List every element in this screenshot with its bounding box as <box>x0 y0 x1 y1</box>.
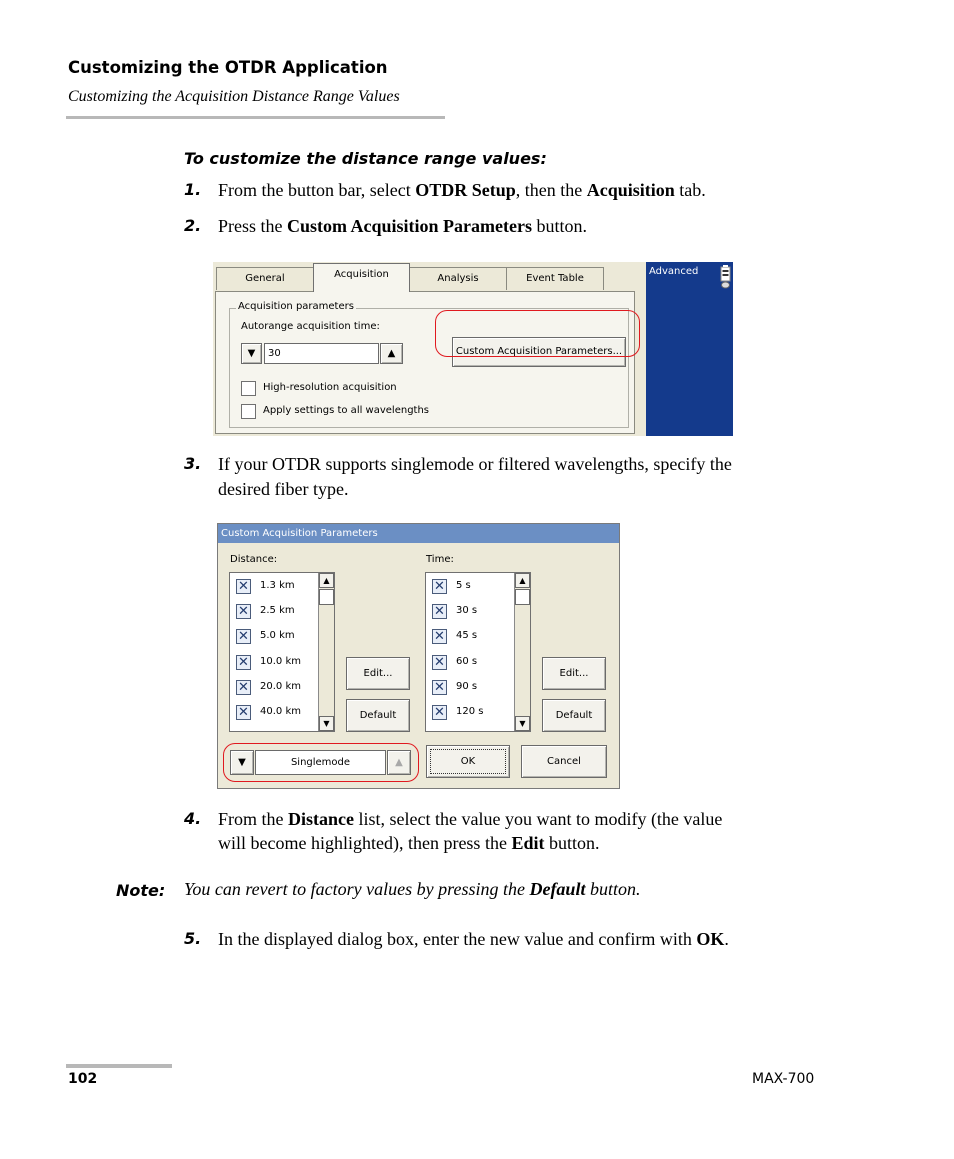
step-1-text: From the button bar, select OTDR Setup, then the Acquisition tab. <box>218 180 706 200</box>
step-3-line-2: desired fiber type. <box>218 479 349 499</box>
distance-list[interactable]: ✕ 1.3 km ✕ 2.5 km ✕ 5.0 km ✕ 10.0 km ✕ 20.0 km ✕ 40.0 km ▲ ▼ <box>229 572 335 732</box>
scroll-down-icon[interactable]: ▼ <box>319 716 334 731</box>
step-4-number: 4. <box>184 809 202 828</box>
checked-icon[interactable]: ✕ <box>432 629 447 644</box>
time-label: Time: <box>426 554 454 565</box>
autorange-label: Autorange acquisition time: <box>241 321 380 332</box>
time-list[interactable]: ✕ 5 s ✕ 30 s ✕ 45 s ✕ 60 s ✕ 90 s ✕ 120 s ▲ ▼ <box>425 572 531 732</box>
time-edit-button[interactable]: Edit... <box>542 657 606 690</box>
cancel-button[interactable]: Cancel <box>521 745 607 778</box>
autorange-value-field[interactable]: 30 <box>264 343 379 364</box>
checked-icon[interactable]: ✕ <box>432 579 447 594</box>
custom-acquisition-dialog-screenshot <box>217 523 620 789</box>
time-default-button[interactable]: Default <box>542 699 606 732</box>
step-4-line-2: will become highlighted), then press the Edit button. <box>218 833 600 853</box>
acquisition-tab-screenshot <box>213 262 733 436</box>
distance-scrollbar[interactable] <box>318 573 334 731</box>
autorange-decrease-button[interactable] <box>241 343 262 364</box>
scroll-up-icon[interactable]: ▲ <box>319 573 334 588</box>
high-resolution-checkbox[interactable] <box>241 381 256 396</box>
battery-icon <box>720 265 731 289</box>
distance-label: Distance: <box>230 554 278 565</box>
apply-all-wavelengths-label: Apply settings to all wavelengths <box>263 405 430 416</box>
note-text: You can revert to factory values by pressing the Default button. <box>184 879 641 899</box>
fiber-type-field[interactable]: Singlemode <box>255 750 386 775</box>
page-number: 102 <box>68 1071 98 1087</box>
step-1-number: 1. <box>184 180 202 199</box>
triangle-up-icon: ▲ <box>387 348 396 359</box>
section-subtitle: Customizing the Acquisition Distance Range Values <box>68 88 400 105</box>
distance-default-button[interactable]: Default <box>346 699 410 732</box>
scroll-thumb[interactable] <box>319 589 334 605</box>
step-2-number: 2. <box>184 216 202 235</box>
group-label: Acquisition parameters <box>238 301 354 312</box>
triangle-down-icon: ▼ <box>238 757 246 768</box>
product-model: MAX-700 <box>752 1071 815 1087</box>
triangle-up-icon: ▲ <box>395 757 403 768</box>
custom-acquisition-parameters-button[interactable]: Custom Acquisition Parameters... <box>452 337 626 367</box>
dialog-title: Custom Acquisition Parameters <box>218 524 619 543</box>
header-divider <box>66 116 445 119</box>
step-3-line-1: If your OTDR supports singlemode or filtered wavelengths, specify the <box>218 454 732 474</box>
ok-button[interactable]: OK <box>426 745 510 778</box>
high-resolution-label: High-resolution acquisition <box>263 382 397 393</box>
tab-general[interactable]: General <box>216 267 314 290</box>
step-3-number: 3. <box>184 454 202 473</box>
checked-icon[interactable]: ✕ <box>432 604 447 619</box>
highlight-ring <box>435 310 640 357</box>
highlight-ring <box>223 743 419 782</box>
scroll-down-icon[interactable]: ▼ <box>515 716 530 731</box>
step-5-text: In the displayed dialog box, enter the new value and confirm with OK. <box>218 929 729 949</box>
apply-all-wavelengths-checkbox[interactable] <box>241 404 256 419</box>
scroll-thumb[interactable] <box>515 589 530 605</box>
advanced-side-panel[interactable] <box>646 262 733 436</box>
checked-icon[interactable]: ✕ <box>236 629 251 644</box>
footer-divider <box>66 1064 172 1068</box>
advanced-label: Advanced <box>649 266 699 277</box>
checked-icon[interactable]: ✕ <box>236 705 251 720</box>
step-2-text: Press the Custom Acquisition Parameters button. <box>218 216 587 236</box>
triangle-down-icon: ▼ <box>247 348 256 359</box>
checked-icon[interactable]: ✕ <box>432 680 447 695</box>
checked-icon[interactable]: ✕ <box>236 579 251 594</box>
note-label: Note: <box>116 881 166 900</box>
tab-analysis[interactable]: Analysis <box>409 267 507 290</box>
autorange-increase-button[interactable] <box>380 343 403 364</box>
tab-acquisition[interactable]: Acquisition <box>313 263 410 292</box>
checked-icon[interactable]: ✕ <box>236 655 251 670</box>
checked-icon[interactable]: ✕ <box>432 655 447 670</box>
time-scrollbar[interactable] <box>514 573 530 731</box>
checked-icon[interactable]: ✕ <box>432 705 447 720</box>
distance-edit-button[interactable]: Edit... <box>346 657 410 690</box>
section-title: Customizing the OTDR Application <box>68 58 388 77</box>
checked-icon[interactable]: ✕ <box>236 680 251 695</box>
scroll-up-icon[interactable]: ▲ <box>515 573 530 588</box>
checked-icon[interactable]: ✕ <box>236 604 251 619</box>
step-5-number: 5. <box>184 929 202 948</box>
step-4-line-1: From the Distance list, select the value you want to modify (the value <box>218 809 723 829</box>
procedure-title: To customize the distance range values: <box>184 149 547 168</box>
tab-event-table[interactable]: Event Table <box>506 267 604 290</box>
